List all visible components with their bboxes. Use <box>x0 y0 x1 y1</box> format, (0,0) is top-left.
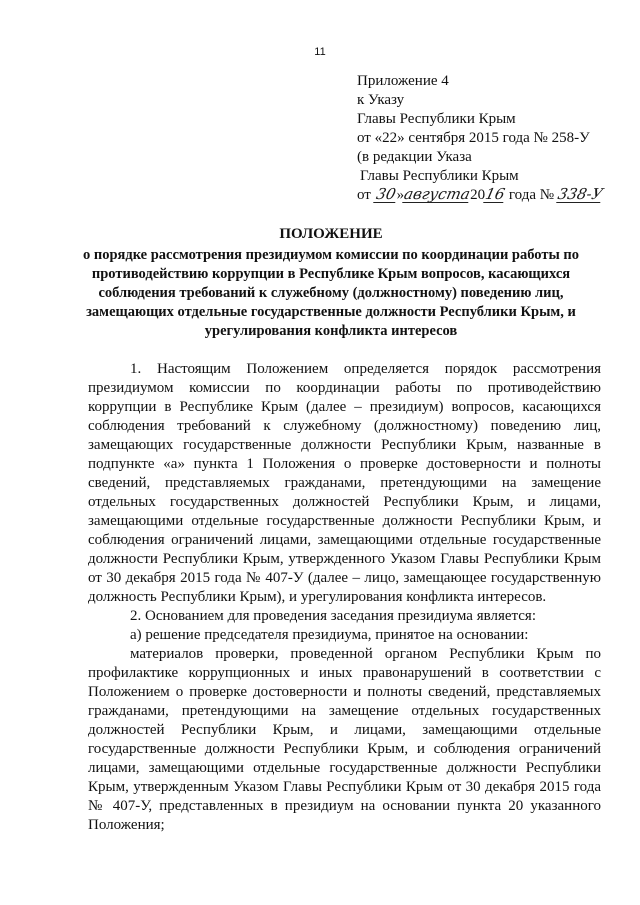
title-subtitle: о порядке рассмотрения президиумом комиссии по координации работы по противодействию коррупции в Республике Крым вопросов, касающихся соблюдения требований к служебному (должностному) поведению лиц, замещающих отдельные государственные должности Республики Крым, и урегулирования конфликта интересов <box>82 247 580 339</box>
title-heading: ПОЛОЖЕНИЕ <box>279 226 383 242</box>
paragraph-3: а) решение председателя президиума, принятое на основании: <box>130 627 529 643</box>
appendix-line-1: Приложение 4 <box>357 73 449 89</box>
appendix-line-6: Главы Республики Крым <box>360 168 519 184</box>
quote-mark: » <box>396 187 405 203</box>
appendix-line-7 <box>357 185 605 205</box>
year-suffix: года № <box>508 187 555 203</box>
appendix-line-3: Главы Республики Крым <box>357 111 516 127</box>
document-body <box>88 360 601 835</box>
document-title <box>60 225 602 341</box>
handwritten-month: августа <box>402 185 472 203</box>
handwritten-year: 16 <box>483 185 507 203</box>
handwritten-number: 338-У <box>556 185 605 203</box>
handwritten-day: 30 <box>374 185 398 203</box>
appendix-line-2: к Указу <box>357 92 405 108</box>
appendix-line-5: (в редакции Указа <box>357 149 472 165</box>
year-prefix: 20 <box>470 187 486 203</box>
paragraph-4: материалов проверки, проведенной органом Республики Крым по профилактике коррупционных и иных правонарушений в соответствии с Положением о проверке достоверности и полноты сведений, представляемых гражданами, претендующими на замещение отдельных государственных должностей Республики Крым, и лицами, замещающими отдельные государственные должности Республики Крым, и соблюдения ограничений лицами, замещающими отдельные государственные должности Республики Крым, утвержденным Указом Главы Республики Крым от 30 декабря 2015 года № 407-У, представленных в президиум на основании пункта 20 указанного Положения; <box>88 646 601 833</box>
paragraph-2: 2. Основанием для проведения заседания президиума является: <box>130 608 537 624</box>
amendment-date-prefix: от <box>357 187 371 203</box>
appendix-block <box>357 72 605 205</box>
page-number: 11 <box>314 46 326 58</box>
appendix-line-4: от «22» сентября 2015 года № 258-У <box>357 130 590 146</box>
paragraph-1: 1. Настоящим Положением определяется порядок рассмотрения президиумом комиссии по координации работы по противодействию коррупции в Республике Крым (далее – президиум) вопросов, касающихся соблюдения требований к служебному (должностному) поведению лиц, замещающих государственные должности Республики Крым, названные в подпункте «а» пункта 1 Положения о проверке достоверности и полноты сведений, представляемых гражданами, претендующими на замещение отдельных государственных должностей Республики Крым, и лицами, замещающими отдельные государственные должности Республики Крым, и соблюдения ограничений лицами, замещающими отдельные государственные должности Республики Крым, утвержденного Указом Главы Республики Крым от 30 декабря 2015 года № 407-У (далее – лицо, замещающее государственную должность Республики Крым), и урегулирования конфликта интересов. <box>88 361 601 605</box>
